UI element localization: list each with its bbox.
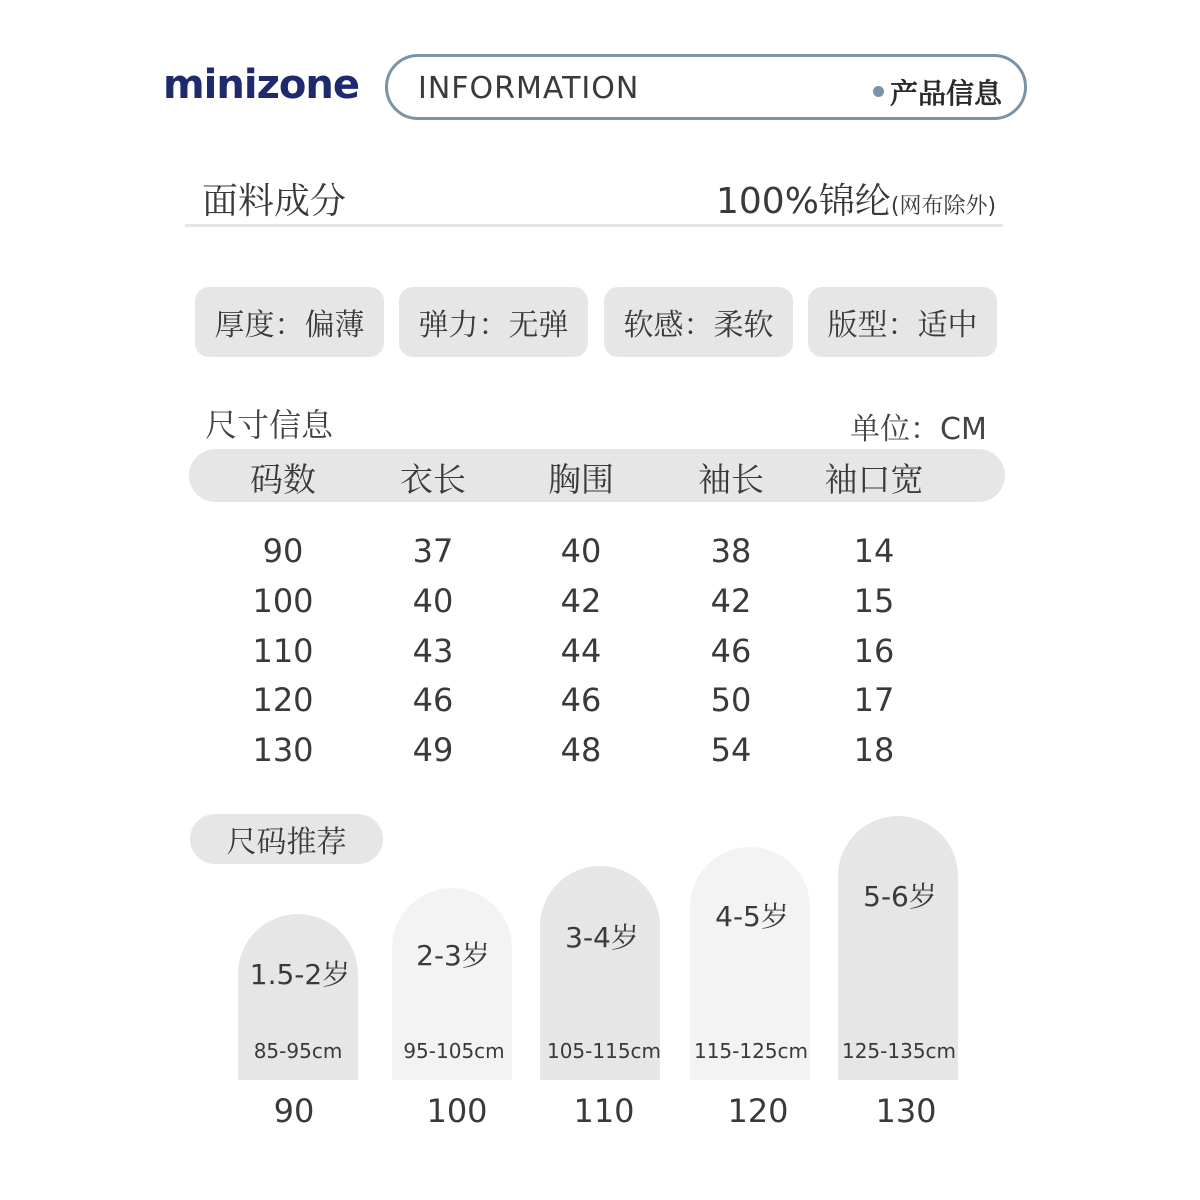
information-title: INFORMATION — [418, 71, 640, 106]
table-cell: 18 — [853, 731, 895, 769]
product-info-title: 产品信息 — [890, 77, 1003, 110]
fabric-value — [716, 173, 996, 224]
column-header-chest: 胸围 — [548, 460, 614, 499]
column-header-sleeve: 袖长 — [698, 460, 764, 499]
size-code: 120 — [727, 1092, 789, 1130]
information-banner — [385, 54, 1027, 120]
table-cell: 40 — [560, 532, 602, 570]
table-cell: 44 — [560, 632, 602, 670]
size-recommendation-title — [190, 814, 383, 864]
size-code: 90 — [273, 1092, 315, 1130]
size-code: 100 — [426, 1092, 488, 1130]
table-cell: 43 — [412, 632, 454, 670]
table-cell: 42 — [710, 582, 752, 620]
fabric-label: 面料成分 — [202, 181, 347, 222]
table-cell: 100 — [252, 582, 314, 620]
table-cell: 54 — [710, 731, 752, 769]
table-cell: 46 — [560, 681, 602, 719]
table-cell: 48 — [560, 731, 602, 769]
size-code: 110 — [573, 1092, 635, 1130]
attribute-chip-elasticity — [399, 287, 588, 357]
column-header-size: 码数 — [250, 460, 316, 499]
chip-label: 软感：柔软 — [623, 308, 774, 343]
size-info-title: 尺寸信息 — [205, 406, 334, 444]
brand-logo: minizone — [163, 62, 359, 108]
table-cell: 15 — [853, 582, 895, 620]
table-cell: 38 — [710, 532, 752, 570]
dot-icon — [873, 86, 884, 97]
table-cell: 37 — [412, 532, 454, 570]
fabric-note: (网布除外) — [890, 194, 997, 219]
unit-label: 单位：CM — [850, 412, 987, 447]
recommendation-label: 尺码推荐 — [226, 825, 347, 860]
column-header-cuff: 袖口宽 — [824, 460, 924, 499]
attribute-chip-softness — [604, 287, 793, 357]
table-cell: 130 — [252, 731, 314, 769]
divider — [185, 224, 1003, 227]
age-range: 4-5岁 — [715, 900, 789, 933]
chip-label: 版型：适中 — [827, 308, 978, 343]
table-cell: 90 — [262, 532, 304, 570]
table-cell: 110 — [252, 632, 314, 670]
table-cell: 16 — [853, 632, 895, 670]
height-range: 125-135cm — [841, 1039, 957, 1063]
table-cell: 14 — [853, 532, 895, 570]
age-range: 1.5-2岁 — [249, 958, 351, 991]
table-cell: 49 — [412, 731, 454, 769]
table-cell: 46 — [710, 632, 752, 670]
table-cell: 50 — [710, 681, 752, 719]
table-cell: 46 — [412, 681, 454, 719]
age-range: 2-3岁 — [416, 939, 490, 972]
chip-label: 厚度：偏薄 — [214, 308, 365, 343]
height-range: 105-115cm — [546, 1039, 662, 1063]
age-range: 3-4岁 — [565, 921, 639, 954]
column-header-length: 衣长 — [400, 460, 466, 499]
attribute-chip-fit — [808, 287, 997, 357]
size-code: 130 — [875, 1092, 937, 1130]
height-range: 85-95cm — [253, 1039, 343, 1063]
height-range: 115-125cm — [693, 1039, 809, 1063]
fabric-composition: 100%锦纶 — [716, 181, 891, 222]
table-cell: 40 — [412, 582, 454, 620]
table-cell: 42 — [560, 582, 602, 620]
attribute-chip-thickness — [195, 287, 384, 357]
table-cell: 17 — [853, 681, 895, 719]
height-range: 95-105cm — [403, 1039, 505, 1063]
chip-label: 弹力：无弹 — [418, 308, 569, 343]
age-range: 5-6岁 — [863, 880, 937, 913]
table-cell: 120 — [252, 681, 314, 719]
